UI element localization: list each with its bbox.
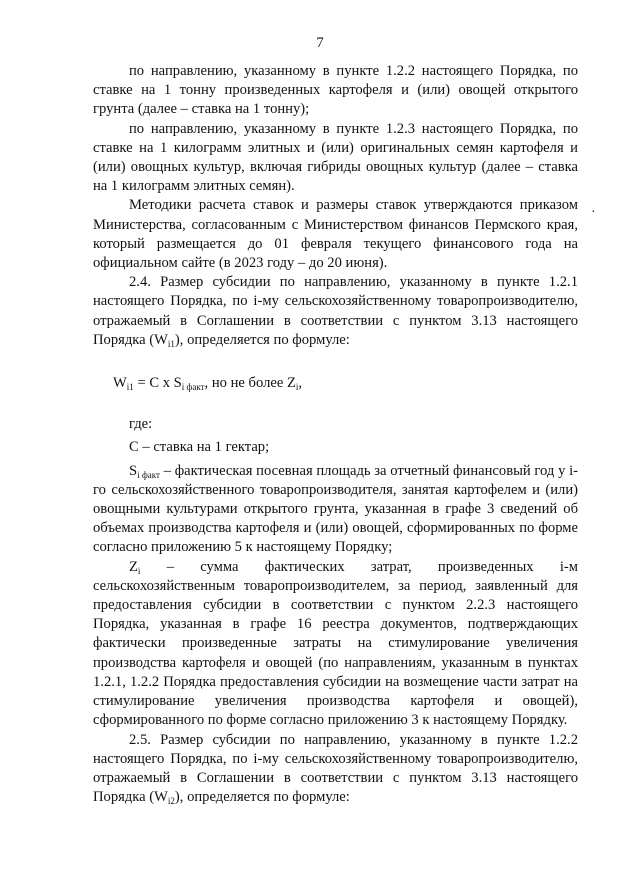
formula-w-sub: i1 [126, 382, 134, 393]
formula-z-sub: i [295, 382, 299, 393]
margin-mark: · [591, 205, 596, 220]
paragraph-methods: Методики расчета ставок и размеры ставок утверждаются приказом Министерства, согласованным с Министерством финансов Пермского края, который размещается до 01 февраля текущего финансового года на официальном сайте (в 2023 году – до 20 июня). [93, 197, 578, 272]
page-number: 7 [316, 35, 324, 51]
formula-s-sub: i факт [181, 382, 205, 393]
paragraph-2-4-sub: i1 [167, 338, 175, 349]
formula-tail: , но не более Z [204, 375, 296, 392]
paragraph-2-5 [93, 731, 578, 808]
paragraph-2-4 [93, 273, 578, 350]
paragraph-2-5-text: 2.5. Размер субсидии по направлению, указанному в пункте 1.2.2 настоящего Порядка, по i-му сельскохозяйственному товаропроизводителю, отражаемый в Соглашении в соответствии с пунктом 3.13 настоящего Порядка (W [93, 731, 578, 806]
paragraph-rate-per-kg: по направлению, указанному в пункте 1.2.3 настоящего Порядка, по ставке на 1 килограмм элитных и (или) оригинальных семян картофеля и (или) овощных культур, включая гибриды овощных культур (далее – ставка на 1 килограмм элитных семян). [93, 120, 578, 195]
definition-z-text: – сумма фактических затрат, произведенных i-м сельскохозяйственным товаропроизводителем, за период, заявленный для предоставления субсидии в соответствии с пунктом 2.2.3 настоящего Порядка, указанная в графе 16 реестра документов, подтверждающих фактически произведенные затраты на стимулирование увеличения производства картофеля и овощей (по направлениям, указанным в пунктах 1.2.1, 1.2.2 Порядка предоставления субсидии на возмещение части затрат на стимулирование увеличения производства картофеля и овощей), сформированного по форме согласно приложению 3 к настоящему Порядку. [93, 558, 578, 729]
formula-w: W [113, 375, 127, 392]
definition-s-sub: i факт [137, 469, 160, 480]
formula-w-i1 [93, 374, 578, 393]
where-label: где: [129, 416, 153, 433]
paragraph-2-5-tail: ), определяется по формуле: [174, 789, 350, 806]
definition-z-symbol: Z [129, 558, 138, 575]
paragraph-2-4-text: 2.4. Размер субсидии по направлению, указанному в пункте 1.2.1 настоящего Порядка, по i-му сельскохозяйственному товаропроизводителю, отражаемый в Соглашении в соответствии с пунктом 3.13 настоящего Порядка (W [93, 274, 578, 348]
formula-mid: = C x S [133, 375, 182, 392]
definition-s-text: – фактическая посевная площадь за отчетный финансовый год у i-го сельскохозяйственного товаропроизводителя, занятая картофелем и (или) овощными культурами открытого грунта, указанная в графе 3 сведений об объемах производства картофеля и (или) овощей, сформированных по форме согласно приложению 5 к настоящему Порядку; [93, 462, 578, 556]
paragraph-2-4-tail: ), определяется по формуле: [174, 331, 350, 348]
document-body [93, 62, 578, 807]
definition-s-symbol: S [129, 462, 138, 479]
paragraph-rate-per-ton: по направлению, указанному в пункте 1.2.2 настоящего Порядка, по ставке на 1 тонну произведенных картофеля и (или) овощей открытого грунта (далее – ставка на 1 тонну); [93, 63, 578, 118]
definition-c: C – ставка на 1 гектар; [129, 439, 270, 456]
definition-s [93, 462, 578, 558]
paragraph-2-5-sub: i2 [167, 796, 175, 807]
formula-end: , [298, 375, 303, 392]
definition-z-sub: i [137, 565, 141, 576]
definition-z [93, 558, 578, 731]
